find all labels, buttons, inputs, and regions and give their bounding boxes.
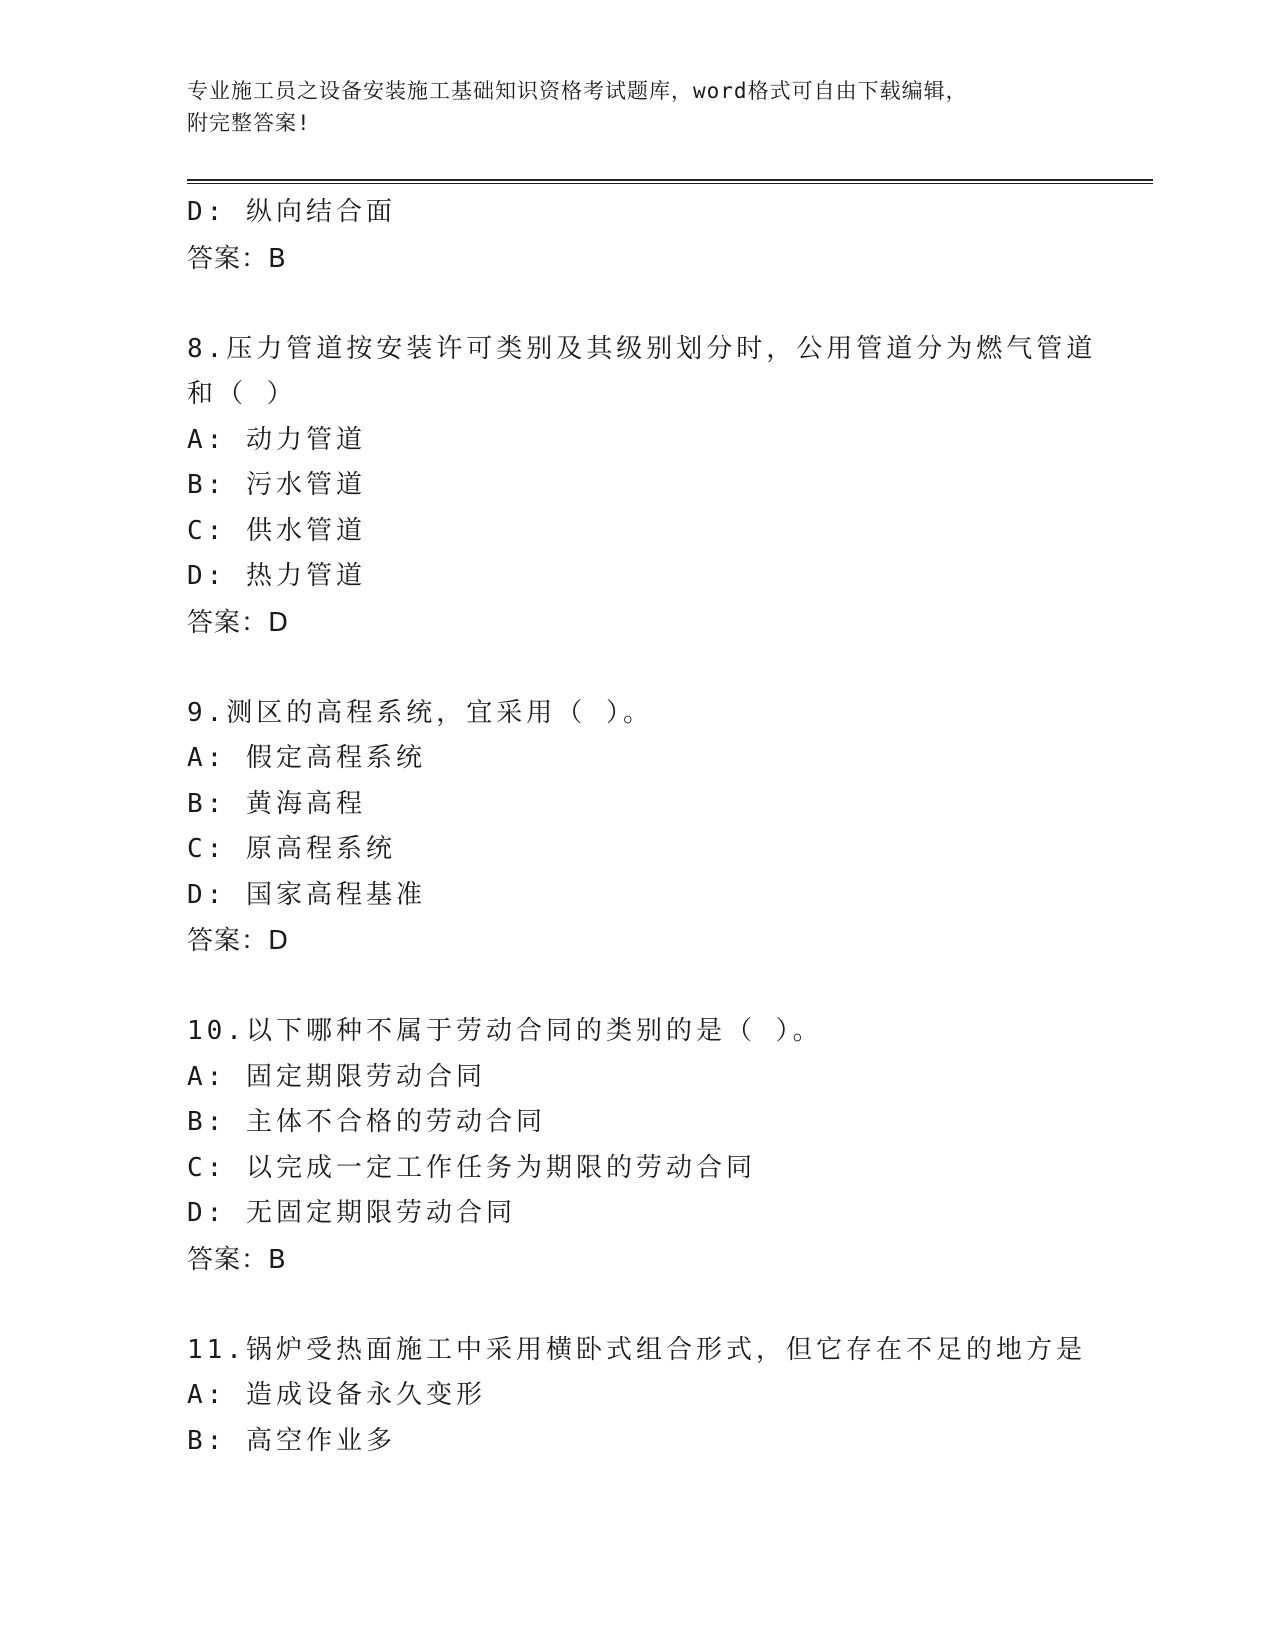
question-list xyxy=(187,190,1153,1464)
option-a: A: 造成设备永久变形 xyxy=(187,1380,486,1410)
header-line-1: 专业施工员之设备安装施工基础知识资格考试题库，word格式可自由下载编辑， xyxy=(187,79,968,103)
option-b: B: 主体不合格的劳动合同 xyxy=(187,1107,546,1137)
option-a: A: 固定期限劳动合同 xyxy=(187,1061,486,1092)
question-stem: 11.锅炉受热面施工中采用横卧式组合形式，但它存在不足的地方是 xyxy=(187,1334,1086,1365)
option-a: A: 动力管道 xyxy=(187,424,366,455)
answer: 答案：B xyxy=(187,243,287,274)
question-stem: 9.测区的高程系统，宜采用（ ）。 xyxy=(187,697,653,728)
answer: 答案：D xyxy=(187,607,290,638)
option-c: C: 原高程系统 xyxy=(187,834,396,864)
option-a: A: 假定高程系统 xyxy=(187,743,426,773)
header-divider xyxy=(187,179,1153,184)
option-d: D: 热力管道 xyxy=(187,561,366,591)
option-b: B: 污水管道 xyxy=(187,470,366,500)
question-8 xyxy=(187,327,1153,646)
option-b: B: 黄海高程 xyxy=(187,788,366,819)
question-7-fragment xyxy=(187,190,1153,282)
option-c: C: 供水管道 xyxy=(187,515,366,546)
document-header xyxy=(187,75,1107,139)
answer: 答案：D xyxy=(187,926,290,956)
option-d: D: 无固定期限劳动合同 xyxy=(187,1198,516,1228)
option-b: B: 高空作业多 xyxy=(187,1425,396,1456)
question-11 xyxy=(187,1328,1153,1465)
header-line-2: 附完整答案! xyxy=(187,111,311,135)
question-9 xyxy=(187,691,1153,965)
question-stem: 10.以下哪种不属于劳动合同的类别的是（ ）。 xyxy=(187,1016,823,1046)
option-d: D: 国家高程基准 xyxy=(187,879,426,910)
question-stem: 8.压力管道按安装许可类别及其级别划分时，公用管道分为燃气管道 xyxy=(187,333,1097,364)
answer: 答案：B xyxy=(187,1244,287,1275)
option-c: C: 以完成一定工作任务为期限的劳动合同 xyxy=(187,1152,756,1183)
question-stem-continued: 和（ ） xyxy=(187,379,297,409)
question-10 xyxy=(187,1009,1153,1283)
option-d: D: 纵向结合面 xyxy=(187,197,396,227)
